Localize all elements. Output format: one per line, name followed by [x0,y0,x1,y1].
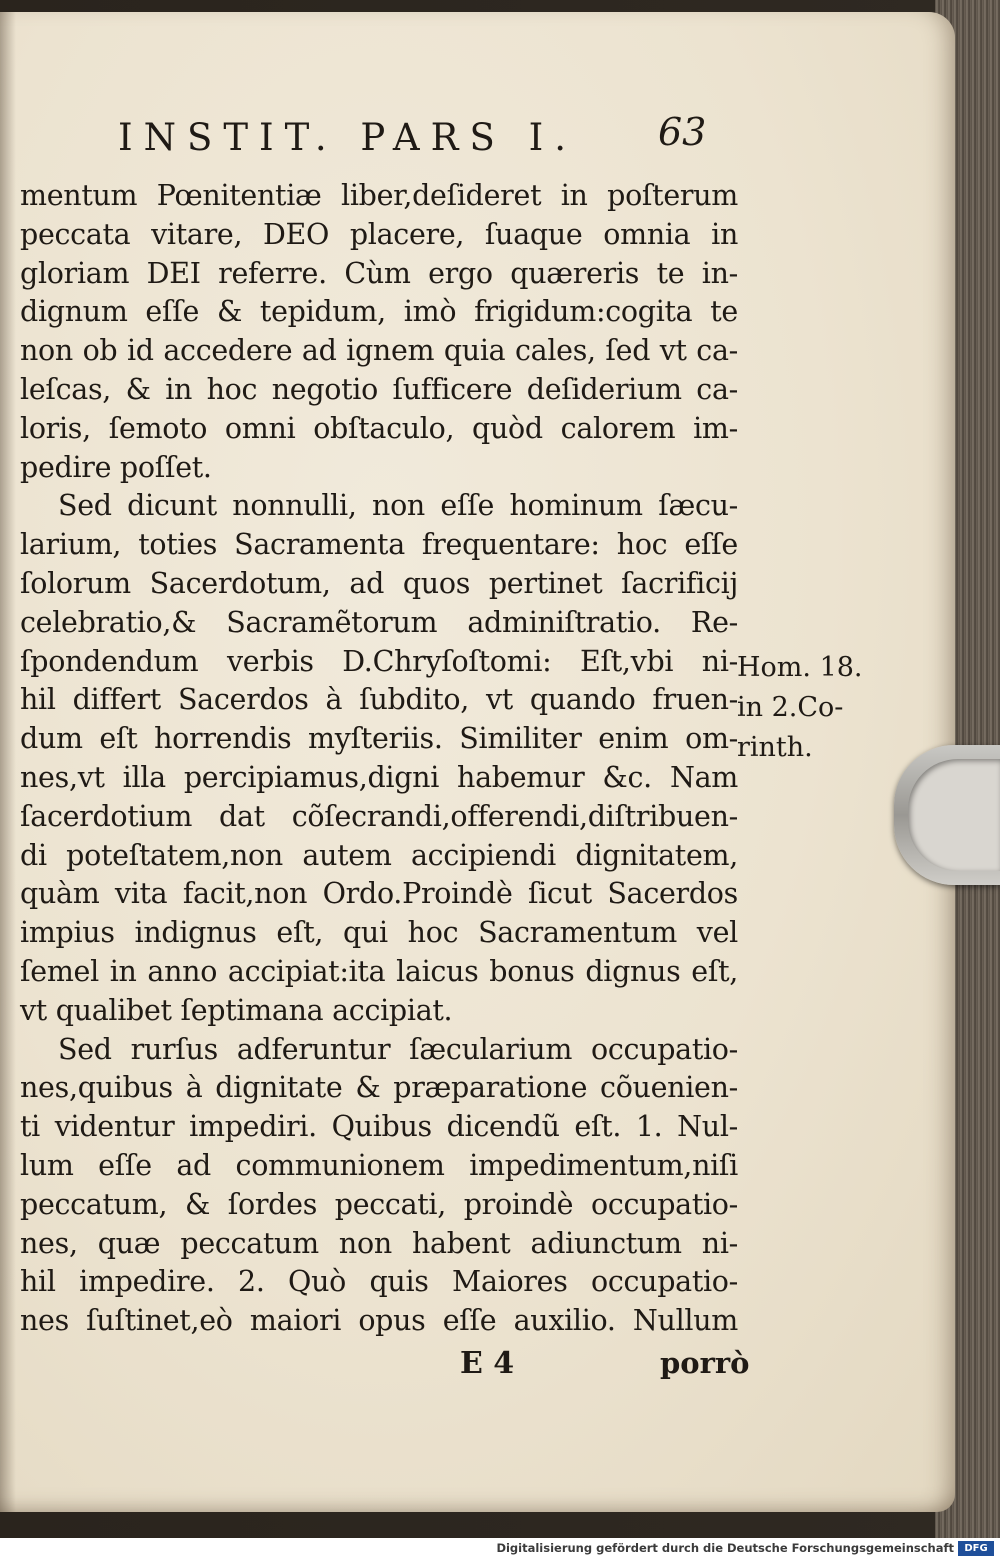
footer-credit: Digitalisierung gefördert durch die Deutsche Forschungsgemeinschaft [496,1541,954,1555]
text-line: mentum Pœnitentiæ liber,deſideret in poſterum [20,179,738,212]
book-clip-inner [908,759,1000,871]
signature-mark: E 4 [460,1346,515,1381]
book-clip [894,745,1000,885]
spine-shadow [0,12,16,1512]
text-line: ſpondendum verbis D.Chryſoſtomi: Eſt,vbi ni- [20,644,738,678]
text-line: peccatum, & ſordes peccati, proindè occupatio- [20,1187,738,1221]
text-line: peccata vitare, DEO placere, ſuaque omnia in [20,217,738,251]
text-line: impius indignus eſt, qui hoc Sacramentum vel [20,916,738,950]
text-line: nes,quibus à dignitate & præparatione cõuenien- [20,1071,738,1105]
marginal-note-line: rinth. [737,732,813,763]
book-page [0,12,955,1512]
text-line: pedire poſſet. [20,450,212,484]
text-line: hil impedire. 2. Quò quis Maiores occupatio- [20,1265,738,1299]
running-title: INSTIT. PARS I. [118,116,577,159]
text-line: leſcas, & in hoc negotio ſufficere deſiderium ca- [20,372,738,406]
text-line: celebratio,& Sacramẽtorum adminiſtratio. Re- [20,605,738,639]
text-line: quàm vita facit,non Ordo.Proindè ſicut Sacerdos [20,877,738,911]
text-line: gloriam DEI referre. Cùm ergo quæreris te in- [20,256,738,290]
marginal-note-line: in 2.Co- [737,692,844,723]
dfg-logo: DFG [958,1541,994,1556]
text-line: dignum eſſe & tepidum, imò frigidum:cogita te [20,295,738,329]
text-line: lum eſſe ad communionem impedimentum,niſi [20,1148,738,1182]
text-line: loris, ſemoto omni obſtaculo, quòd calorem im- [20,411,738,445]
text-line: di poteſtatem,non autem accipiendi dignitatem, [20,838,738,872]
text-line: larium, toties Sacramenta frequentare: hoc eſſe [20,528,738,562]
text-line: ti videntur impediri. Quibus dicendũ eſt. 1. Nul- [20,1110,738,1144]
marginal-note-line: Hom. 18. [737,652,863,683]
catchword: porrò [660,1346,750,1380]
text-line: ſemel in anno accipiat:ita laicus bonus dignus eſt, [20,954,738,988]
footer-bar [0,1538,1000,1560]
text-line: hil differt Sacerdos à ſubdito, vt quando fruen- [20,683,738,717]
marginal-note [737,648,897,768]
text-line: non ob id accedere ad ignem quia cales, ſed vt ca- [20,334,738,368]
text-line: nes, quæ peccatum non habent adiunctum ni- [20,1226,738,1260]
text-line: ſolorum Sacerdotum, ad quos pertinet ſacrificij [20,566,738,600]
text-line: Sed rurſus adferuntur ſæcularium occupatio- [58,1032,738,1066]
text-line: nes ſuſtinet,eò maiori opus eſſe auxilio. Nullum [20,1304,738,1338]
text-line: ſacerdotium dat cõſecrandi,offerendi,diſtribuen- [20,799,738,833]
text-line: dum eſt horrendis myſteriis. Similiter enim om- [20,722,738,756]
text-line: nes,vt illa percipiamus,digni habemur &c. Nam [20,760,738,794]
text-line: Sed dicunt nonnulli, non eſſe hominum ſæcu- [58,489,738,523]
body-text [20,177,738,1341]
running-head [0,110,955,160]
page-number: 63 [658,110,707,154]
text-line: vt qualibet ſeptimana accipiat. [20,993,453,1027]
